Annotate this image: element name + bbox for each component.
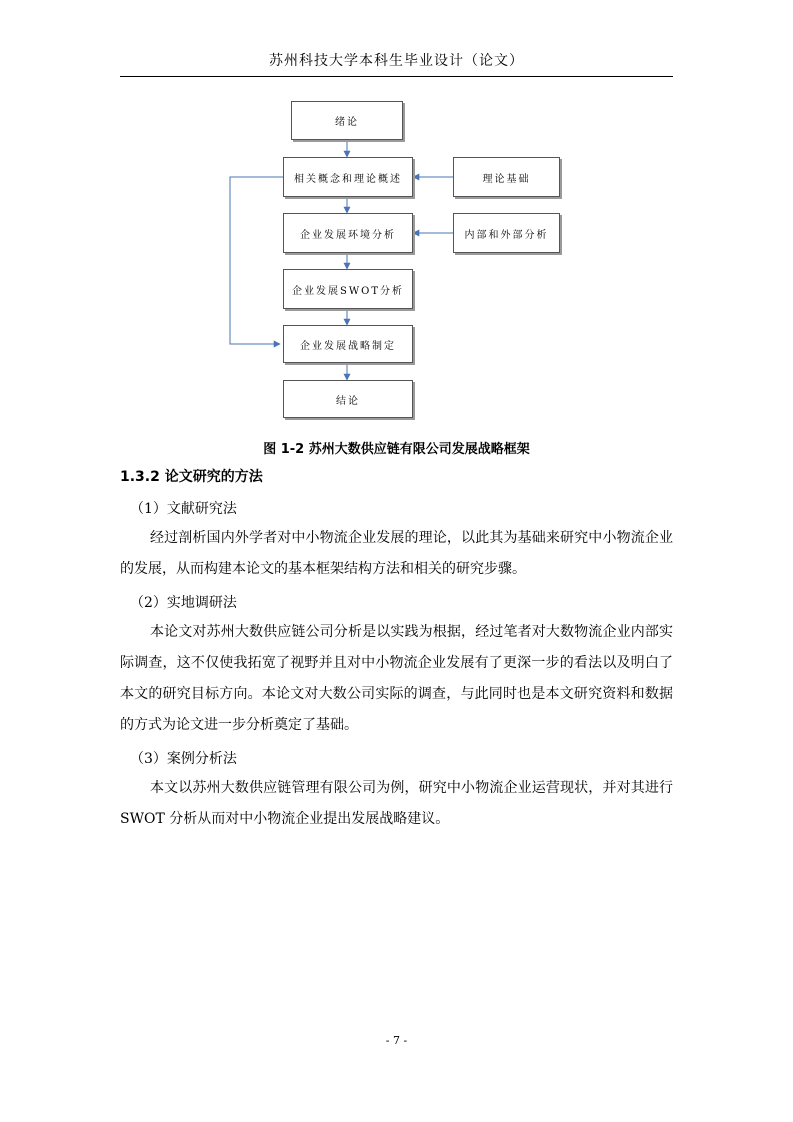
method-heading-literature: （1）文献研究法: [130, 501, 237, 517]
box-conclusion: 结论: [283, 380, 413, 418]
section-heading: 1.3.2 论文研究的方法: [120, 469, 263, 485]
arrow-concepts-to-strategy: [230, 177, 283, 344]
figure-caption: 图 1-2 苏州大数供应链有限公司发展战略框架: [263, 442, 530, 457]
box-concepts: 相关概念和理论概述: [283, 157, 413, 197]
method-heading-case-study: （3）案例分析法: [130, 751, 237, 767]
method-paragraph-fieldwork: 本论文对苏州大数供应链公司分析是以实践为根据，经过笔者对大数物流企业内部实际调查，这不仅使我拓宽了视野并且对中小物流企业发展有了更深一步的看法以及明白了本文的研究目标方向。本论文对大数公司实际的调查，与此同时也是本文研究资料和数据的方式为论文进一步分析奠定了基础。: [120, 624, 673, 733]
page-number: - 7 -: [385, 1034, 408, 1047]
method-paragraph-literature: 经过剖析国内外学者对中小物流企业发展的理论，以此其为基础来研究中小物流企业的发展，从而构建本论文的基本框架结构方法和相关的研究步骤。: [120, 530, 673, 577]
box-theory-basis: 理论基础: [453, 157, 560, 197]
page-header: 苏州科技大学本科生毕业设计（论文）: [269, 53, 524, 69]
box-internal-external: 内部和外部分析: [453, 213, 560, 253]
method-heading-fieldwork: （2）实地调研法: [130, 595, 237, 611]
box-intro: 绪论: [291, 101, 403, 140]
box-swot: 企业发展SWOT分析: [283, 269, 413, 309]
box-strategy: 企业发展战略制定: [283, 325, 413, 363]
method-paragraph-case-study: 本文以苏州大数供应链管理有限公司为例，研究中小物流企业运营现状，并对其进行 SWOT 分析从而对中小物流企业提出发展战略建议。: [120, 780, 673, 827]
box-environment: 企业发展环境分析: [283, 213, 413, 253]
framework-diagram: [0, 0, 793, 430]
